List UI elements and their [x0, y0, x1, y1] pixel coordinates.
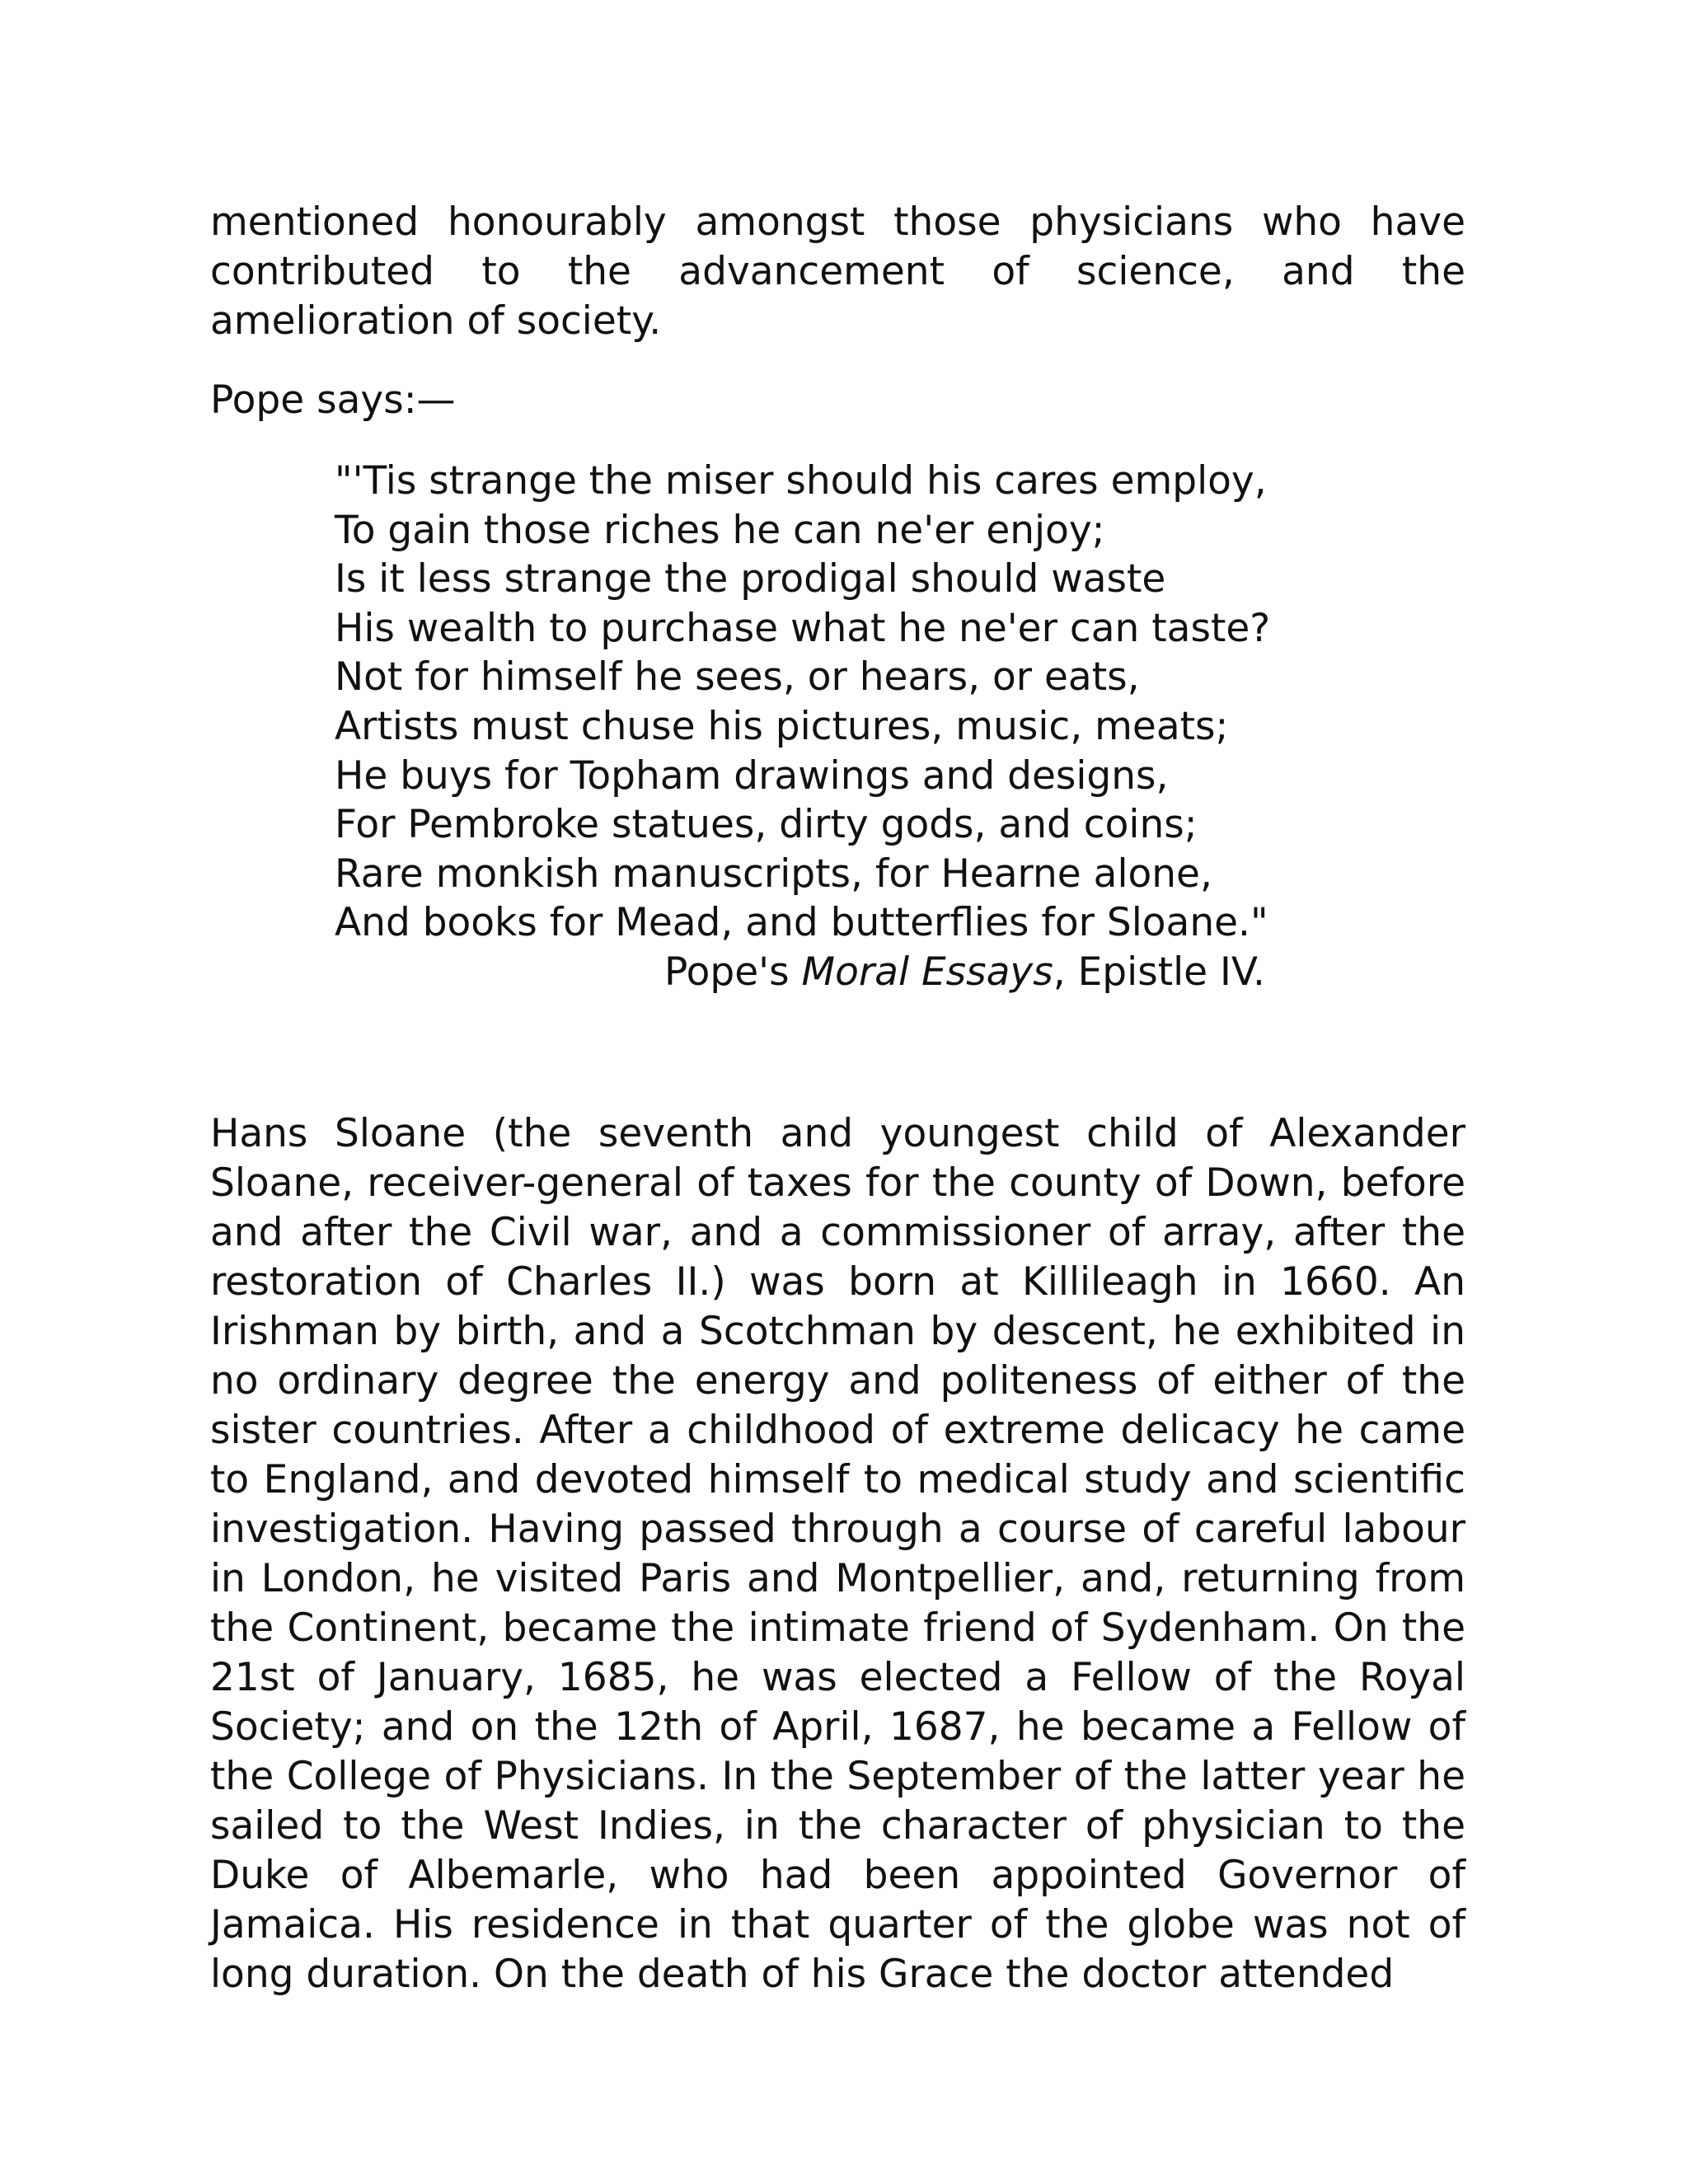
poem-line: He buys for Topham drawings and designs,	[335, 752, 1169, 799]
paragraph-pope-says: Pope says:—	[210, 377, 456, 423]
poem-line: Rare monkish manuscripts, for Hearne alone,	[335, 851, 1212, 897]
poem-line: His wealth to purchase what he ne'er can taste?	[335, 605, 1271, 651]
poem-line: For Pembroke statues, dirty gods, and coins;	[335, 802, 1198, 848]
attribution-prefix: Pope's	[664, 949, 802, 995]
paragraph-hans-sloane-biography: Hans Sloane (the seventh and youngest child of Alexander Sloane, receiver-general of taxes for the county of Down, before and after the Civil war, and a commissioner of array, after the restoration of Charles II.) was born at Killileagh in 1660. An Irishman by birth, and a Scotchman by descent, he exhibited in no ordinary degree the energy and politeness of either of the sister countries. After a childhood of extreme delicacy he came to England, and devoted himself to medical study and scientific investigation. Having passed through a course of careful labour in London, he visited Paris and Montpellier, and, returning from the Continent, became the intimate friend of Sydenham. On the 21st of January, 1685, he was elected a Fellow of the Royal Society; and on the 12th of April, 1687, he became a Fellow of the College of Physicians. In the September of the latter year he sailed to the West Indies, in the character of physician to the Duke of Albemarle, who had been appointed Governor of Jamaica. His residence in that quarter of the globe was not of long duration. On the death of his Grace the doctor attended	[210, 1111, 1465, 1997]
poem-line: Artists must chuse his pictures, music, meats;	[335, 703, 1229, 749]
attribution-work-title: Moral Essays	[801, 949, 1053, 995]
attribution-suffix: , Epistle IV.	[1053, 949, 1265, 995]
poem-line: "'Tis strange the miser should his cares employ,	[335, 458, 1267, 504]
poem-line: To gain those riches he can ne'er enjoy;	[335, 507, 1105, 553]
poem-line: Not for himself he sees, or hears, or eats,	[335, 654, 1140, 701]
poem-attribution	[664, 948, 1265, 997]
poem-quote	[335, 457, 1270, 948]
paragraph-intro: mentioned honourably amongst those physicians who have contributed to the advancement of science, and the amelioration of society.	[210, 199, 1465, 344]
poem-line: And books for Mead, and butterflies for Sloane."	[335, 900, 1268, 946]
poem-line: Is it less strange the prodigal should waste	[335, 556, 1166, 602]
